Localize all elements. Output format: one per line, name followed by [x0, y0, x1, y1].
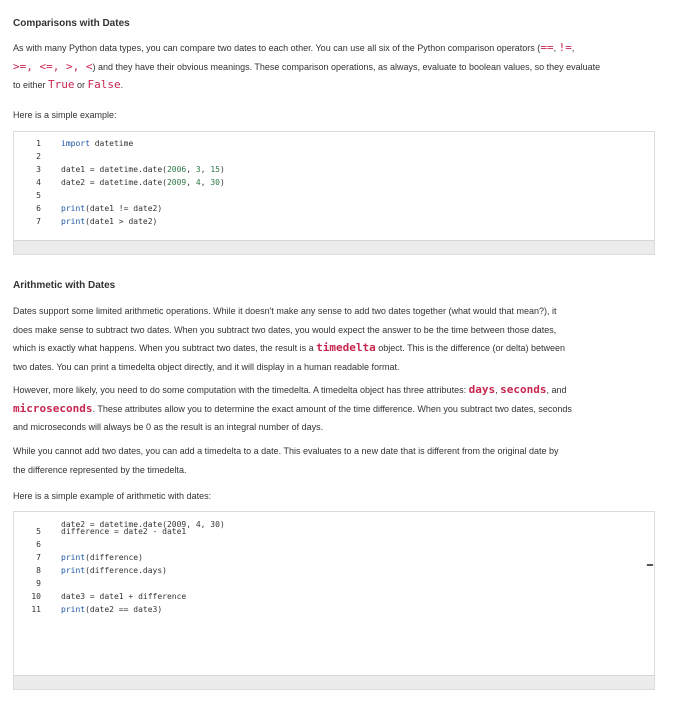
line-number: 3 — [36, 165, 41, 174]
para-text: and microseconds will always be 0 as the result is an integral number of days. — [13, 422, 324, 432]
para-text: , — [495, 385, 501, 395]
code-line-partial — [14, 511, 225, 529]
arithmetic-paragraph-3 — [13, 442, 653, 479]
para-text: ) and they have their obvious meanings. These comparison operations, as always, evaluate to boolean values, so they evaluate — [92, 61, 601, 72]
code-token: (difference.days) — [85, 566, 167, 575]
code-text — [61, 564, 167, 577]
code-scrollbar-thumb[interactable] — [647, 564, 653, 566]
line-number: 10 — [31, 592, 41, 601]
section-title-arithmetic: Arithmetic with Dates — [13, 280, 116, 291]
code-timedelta: timedelta — [316, 341, 376, 354]
para-text: or — [74, 80, 88, 90]
code-token: 30 — [210, 178, 220, 187]
para-text: the difference represented by the timedelta. — [13, 464, 187, 475]
arithmetic-paragraph-2 — [13, 381, 653, 437]
code-token: 4 — [195, 178, 201, 187]
example-intro: Here is a simple example: — [13, 110, 117, 120]
para-text: , and — [546, 385, 567, 395]
arithmetic-paragraph-1 — [13, 302, 653, 376]
para-text: As with many Python data types, you can compare two dates to each other. You can use all six of the Python comparison operators ( — [13, 43, 541, 53]
code-false: False — [87, 78, 121, 91]
code-text — [61, 215, 157, 228]
para-text: two dates. You can print a timedelta object directly, and it will display in a human readable format. — [13, 361, 400, 372]
code-microseconds: microseconds — [13, 401, 93, 415]
code-editor-arithmetic[interactable] — [13, 511, 655, 690]
para-text: to either — [13, 80, 49, 90]
section-title-comparisons: Comparisons with Dates — [13, 18, 130, 29]
code-scrollbar[interactable] — [645, 564, 654, 566]
code-token: print — [61, 605, 86, 614]
line-number: 7 — [36, 553, 41, 562]
para-text: , — [553, 43, 559, 53]
code-token: print — [61, 553, 86, 562]
code-token: difference = date2 - date1 — [61, 527, 187, 536]
para-text: While you cannot add two dates, you can add a timedelta to a date. This evaluates to a new date that is different from the original date by — [13, 446, 559, 456]
code-token: print — [61, 204, 86, 213]
code-token: 3 — [195, 165, 201, 174]
code-token: , — [186, 178, 196, 187]
code-token: date1 = datetime.date( — [61, 165, 167, 174]
code-text — [61, 603, 162, 616]
code-text — [61, 551, 143, 564]
para-text: . — [120, 80, 124, 90]
line-number: 9 — [36, 579, 41, 588]
code-token: (date1 != date2) — [85, 204, 163, 213]
op-eq: == — [540, 41, 554, 54]
comparisons-paragraph — [13, 39, 653, 95]
line-number: 6 — [36, 204, 41, 213]
line-number: 5 — [36, 191, 41, 200]
op-list: >=, <=, >, < — [13, 59, 93, 73]
code-text — [61, 176, 225, 189]
code-token: 2009 — [166, 178, 187, 187]
para-text: object. This is the difference (or delta) between — [375, 343, 566, 353]
line-number: 4 — [36, 178, 41, 187]
code-editor-footer — [14, 675, 654, 689]
code-true: True — [48, 78, 75, 91]
op-ne: != — [558, 41, 572, 54]
code-token: date3 = date1 + difference — [61, 592, 187, 601]
para-text: which is exactly what happens. When you subtract two dates, the result is a — [13, 343, 317, 353]
code-token: 15 — [210, 165, 220, 174]
code-token: , — [200, 165, 211, 174]
line-number: 8 — [36, 566, 41, 575]
code-token: import — [61, 139, 90, 148]
code-token: 2006 — [166, 165, 187, 174]
code-text — [61, 590, 186, 603]
code-token: (date1 > date2) — [85, 217, 158, 226]
code-token: print — [61, 217, 86, 226]
code-token: , — [200, 178, 211, 187]
para-text: . These attributes allow you to determine the exact amount of the time difference. When you subtract two dates, seconds — [92, 403, 572, 414]
code-text — [61, 202, 162, 215]
code-token: date2 = datetime.date( — [61, 178, 167, 187]
code-token: datetime — [89, 139, 134, 148]
code-editor-footer — [14, 240, 654, 254]
para-text: Dates support some limited arithmetic operations. While it doesn't make any sense to add two dates together (what would that mean?), it — [13, 306, 557, 316]
code-days: days — [468, 383, 496, 396]
line-number: 11 — [31, 605, 41, 614]
code-token: ) — [219, 165, 225, 174]
para-text: , — [571, 43, 575, 53]
line-number: 1 — [36, 139, 41, 148]
code-token: (date2 == date3) — [85, 605, 163, 614]
para-text: does make sense to subtract two dates. When you subtract two dates, you would expect the answer to be the time between those dates, — [13, 324, 557, 335]
code-seconds: seconds — [500, 383, 547, 396]
code-text — [61, 525, 186, 538]
code-text — [61, 137, 133, 150]
line-number: 2 — [36, 152, 41, 161]
line-number: 5 — [36, 527, 41, 536]
code-editor-comparisons[interactable] — [13, 131, 655, 255]
code-text — [61, 163, 225, 176]
code-token: (difference) — [85, 553, 143, 562]
line-number: 7 — [36, 217, 41, 226]
code-token: print — [61, 566, 86, 575]
code-token: ) — [219, 178, 225, 187]
code-text: date2 = datetime.date(2009, 4, 30) — [61, 520, 225, 529]
code-token: , — [186, 165, 196, 174]
para-text: However, more likely, you need to do some computation with the timedelta. A timedelta object has three attributes: — [13, 385, 469, 395]
line-number: 6 — [36, 540, 41, 549]
arithmetic-example-intro: Here is a simple example of arithmetic with dates: — [13, 491, 212, 501]
